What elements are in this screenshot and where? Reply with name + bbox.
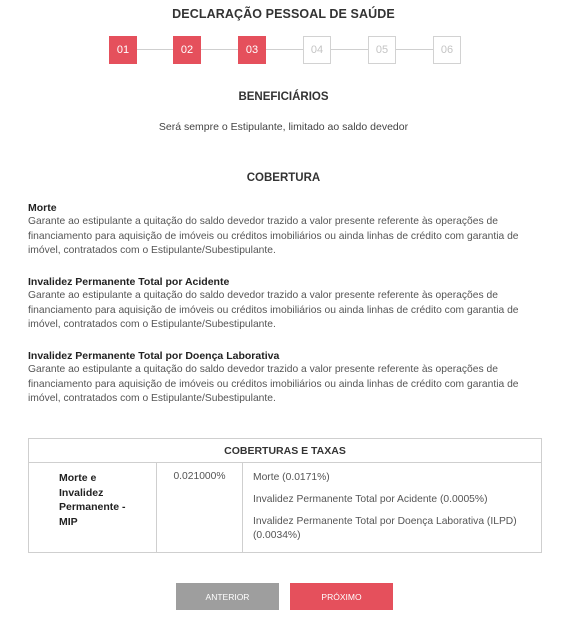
step-connector [137, 49, 173, 50]
coverage-line: Garante ao estipulante a quitação do saldo devedor trazido a valor presente referente às operações de [28, 364, 498, 375]
coverage-rate-line: Invalidez Permanente Total por Doença Laborativa (ILPD) [253, 516, 517, 527]
coverage-rate-line: Invalidez Permanente Total por Acidente (0.0005%) [253, 494, 488, 505]
coverage-line: Garante ao estipulante a quitação do saldo devedor trazido a valor presente referente às operações de [28, 216, 498, 227]
coverage-rate-item [253, 493, 531, 507]
step-01[interactable]: 01 [109, 36, 137, 64]
step-connector [266, 49, 303, 50]
previous-button[interactable]: ANTERIOR [176, 583, 279, 610]
step-04[interactable]: 04 [303, 36, 331, 64]
coverage-item-ipta [28, 275, 528, 333]
coverage-items-cell [243, 463, 541, 552]
coverage-rate-item [253, 515, 531, 543]
coverage-name-cell [29, 463, 157, 552]
coverage-line: imóvel, contratados com o Estipulante/Subestipulante. [28, 319, 276, 331]
coverage-name-line: MIP [59, 515, 78, 528]
next-button[interactable]: PRÓXIMO [290, 583, 393, 610]
step-02[interactable]: 02 [173, 36, 201, 64]
step-connector [331, 49, 368, 50]
coverage-item-ilpd [28, 349, 528, 407]
step-connector [201, 49, 238, 50]
coverage-rate-cell: 0.021000% [157, 463, 243, 552]
page-title: DECLARAÇÃO PESSOAL DE SAÚDE [172, 7, 395, 21]
coverage-rate-item [253, 471, 531, 485]
step-03[interactable]: 03 [238, 36, 266, 64]
coverage-line: imóvel, contratados com o Estipulante/Subestipulante. [28, 245, 276, 257]
coverage-heading: COBERTURA [246, 172, 321, 184]
beneficiaries-heading: BENEFICIÁRIOS [238, 91, 329, 103]
progress-stepper [109, 36, 461, 64]
beneficiaries-text: Será sempre o Estipulante, limitado ao saldo devedor [158, 121, 409, 133]
coverage-item-morte [28, 201, 528, 259]
step-05[interactable]: 05 [368, 36, 396, 64]
coverage-rate-line: Morte (0.0171%) [253, 472, 330, 483]
coverage-line: financiamento para aquisição de imóveis ou créditos imobiliários ou ainda linhas de crédito com garantia de [28, 304, 519, 316]
coverage-name-line: Invalidez [59, 486, 104, 499]
coverage-rates-table [28, 438, 542, 553]
coverage-rate-line: (0.0034%) [253, 530, 301, 541]
coverage-title: Invalidez Permanente Total por Acidente [28, 276, 230, 288]
coverage-name-line: Permanente - [59, 501, 126, 513]
coverage-line: Garante ao estipulante a quitação do saldo devedor trazido a valor presente referente às operações de [28, 290, 498, 301]
coverage-line: imóvel, contratados com o Estipulante/Subestipulante. [28, 393, 276, 405]
coverage-title: Morte [28, 202, 57, 214]
step-06[interactable]: 06 [433, 36, 461, 64]
rates-table-title: COBERTURAS E TAXAS [29, 439, 541, 463]
coverage-name-line: Morte e [59, 472, 97, 484]
table-row [29, 463, 541, 552]
coverage-title: Invalidez Permanente Total por Doença Laborativa [28, 350, 280, 362]
step-connector [396, 49, 433, 50]
coverage-line: financiamento para aquisição de imóveis ou créditos imobiliários ou ainda linhas de crédito com garantia de [28, 378, 519, 390]
coverage-line: financiamento para aquisição de imóveis ou créditos imobiliários ou ainda linhas de crédito com garantia de [28, 230, 519, 242]
